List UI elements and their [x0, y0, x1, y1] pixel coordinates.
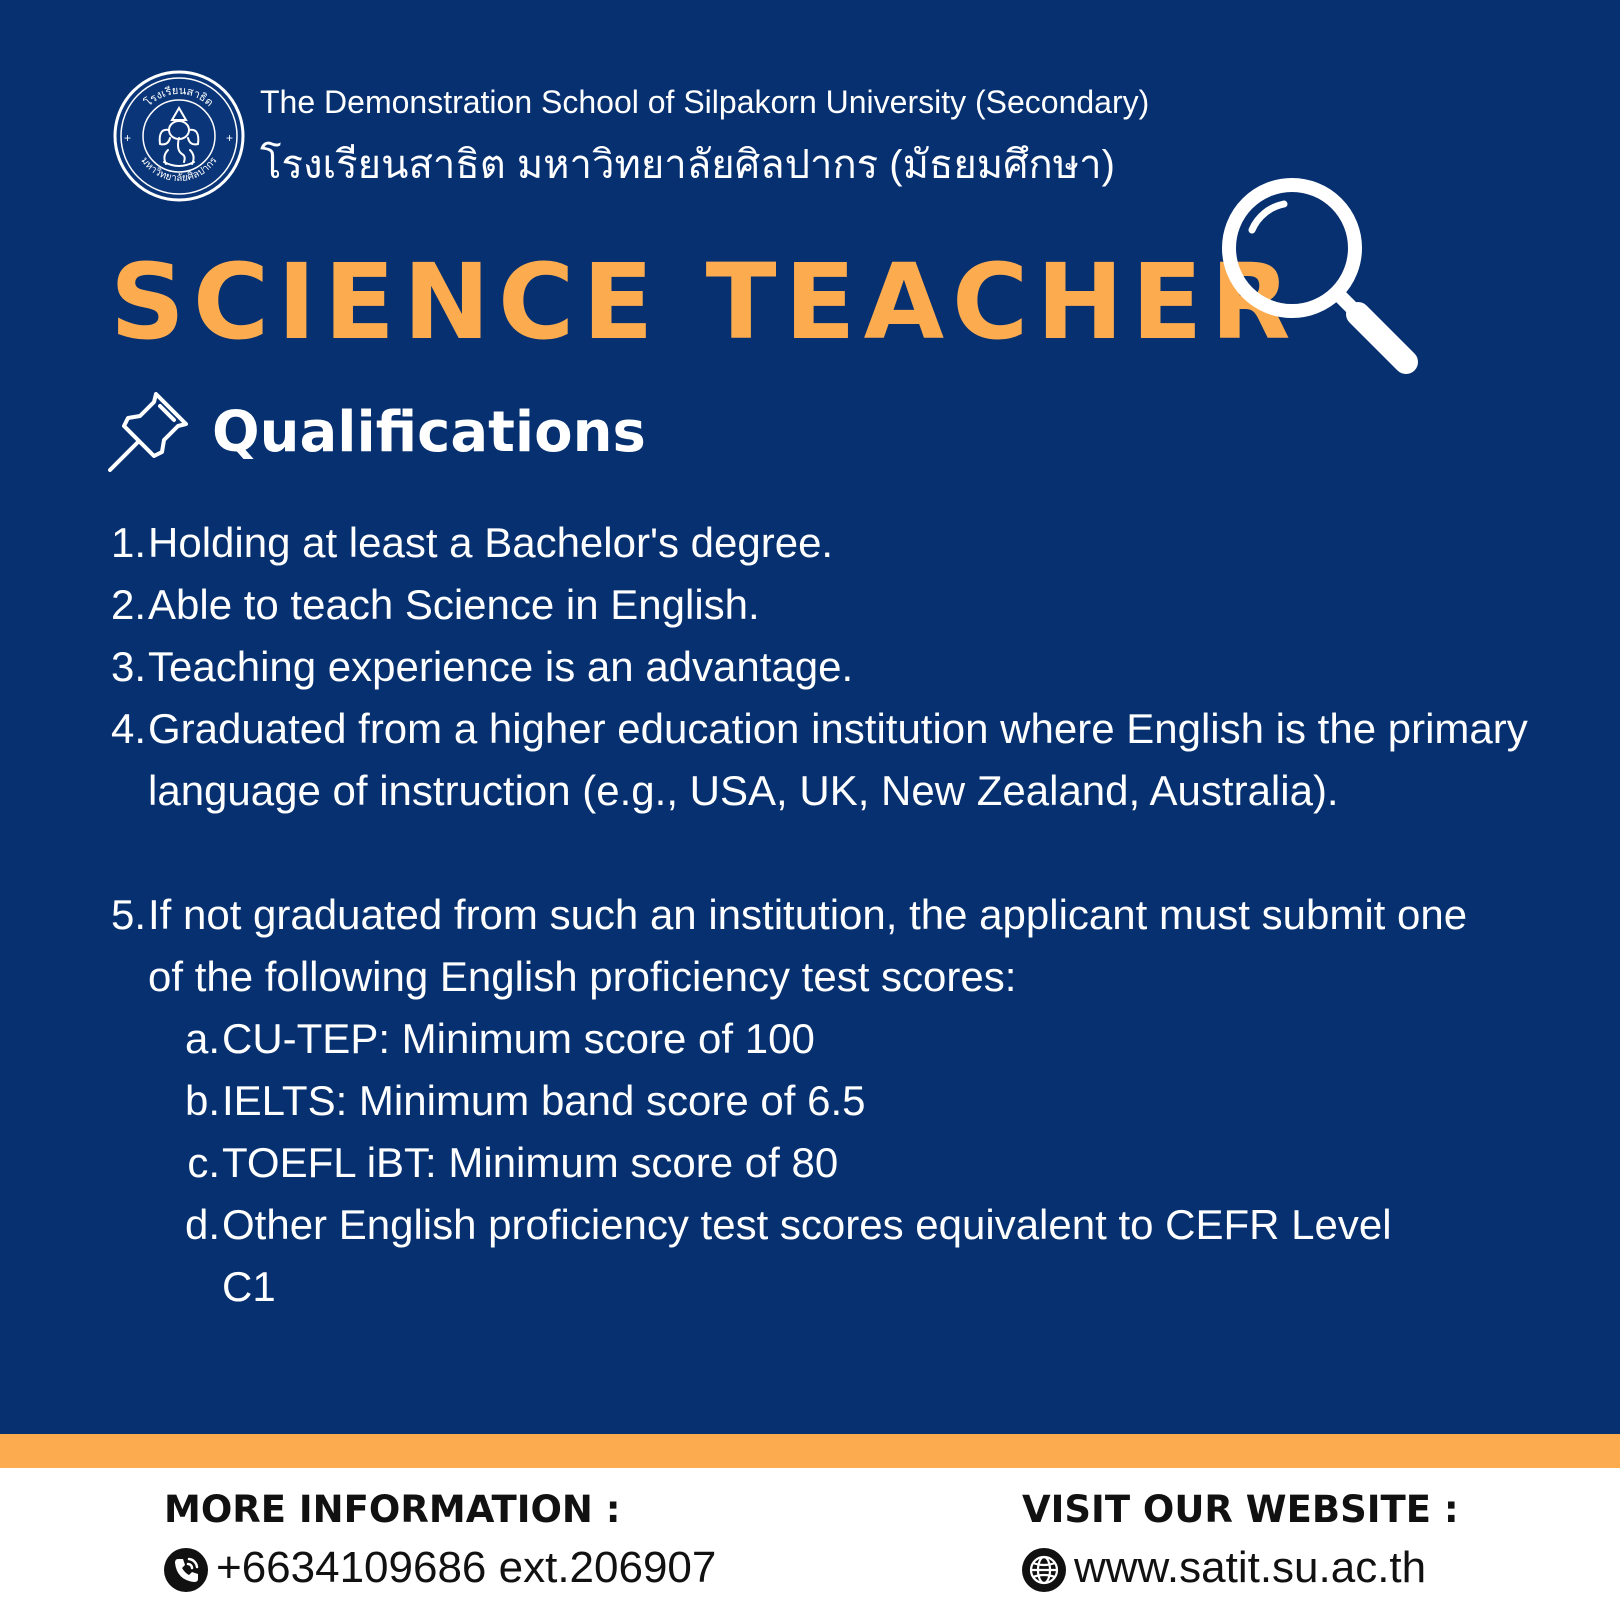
sub-list-item	[0, 1132, 1620, 1194]
item-text: Graduated from a higher education institution where English is the primary language of instruction (e.g., USA, UK, New Zealand, Australia).	[148, 705, 1528, 814]
website-line[interactable]	[1022, 1540, 1542, 1596]
subitem-text: CU-TEP: Minimum score of 100	[222, 1015, 815, 1062]
magnifier-icon	[1212, 168, 1420, 376]
svg-text:+: +	[226, 131, 234, 145]
list-item	[0, 574, 1620, 636]
pushpin-icon	[108, 386, 194, 472]
more-info-heading: MORE INFORMATION :	[164, 1488, 621, 1531]
item-number: 1.	[110, 519, 146, 566]
sub-list-item	[0, 1194, 1620, 1318]
item-text: If not graduated from such an institution, the applicant must submit one of the following English proficiency test scores:	[148, 891, 1468, 1000]
accent-divider	[0, 1434, 1620, 1468]
list-item	[0, 512, 1620, 574]
item-number: 3.	[110, 643, 146, 690]
phone-line[interactable]	[164, 1540, 804, 1596]
school-logo-icon	[112, 70, 246, 202]
school-name-thai: โรงเรียนสาธิต มหาวิทยาลัยศิลปากร (มัธยมศึกษา)	[260, 143, 1115, 187]
sub-list-item	[0, 1008, 1620, 1070]
subitem-letter: a.	[184, 1015, 220, 1062]
subitem-text: Other English proficiency test scores equivalent to CEFR Level C1	[222, 1201, 1392, 1310]
item-number: 2.	[110, 581, 146, 628]
website-link[interactable]: www.satit.su.ac.th	[1074, 1543, 1427, 1592]
svg-text:+: +	[124, 131, 132, 145]
subitem-text: IELTS: Minimum band score of 6.5	[222, 1077, 866, 1124]
item-text: Teaching experience is an advantage.	[148, 643, 854, 690]
subitem-letter: c.	[187, 1139, 220, 1186]
list-item	[0, 636, 1620, 698]
school-header	[112, 70, 1212, 202]
list-item	[0, 698, 1620, 884]
phone-number: +6634109686 ext.206907	[216, 1543, 717, 1592]
item-number: 4.	[110, 705, 146, 752]
sub-list-item	[0, 1070, 1620, 1132]
contact-footer	[0, 1468, 1620, 1620]
phone-icon	[164, 1548, 208, 1592]
logo-ring-bottom-text: มหาวิทยาลัยศิลปากร	[138, 155, 220, 185]
item-text: Holding at least a Bachelor's degree.	[148, 519, 834, 566]
globe-icon	[1022, 1548, 1066, 1592]
job-title: SCIENCE TEACHER	[110, 241, 1299, 363]
logo-ring-top-text: โรงเรียนสาธิต	[141, 83, 217, 110]
subitem-letter: b.	[184, 1077, 220, 1124]
subitem-text: TOEFL iBT: Minimum score of 80	[222, 1139, 839, 1186]
list-item	[0, 884, 1620, 1008]
section-title: Qualifications	[212, 400, 646, 465]
subitem-letter: d.	[184, 1201, 220, 1248]
website-heading: VISIT OUR WEBSITE :	[1022, 1488, 1459, 1531]
item-text: Able to teach Science in English.	[148, 581, 760, 628]
item-number: 5.	[110, 891, 146, 938]
school-name-english: The Demonstration School of Silpakorn University (Secondary)	[260, 84, 1150, 120]
qualifications-header	[108, 386, 808, 476]
